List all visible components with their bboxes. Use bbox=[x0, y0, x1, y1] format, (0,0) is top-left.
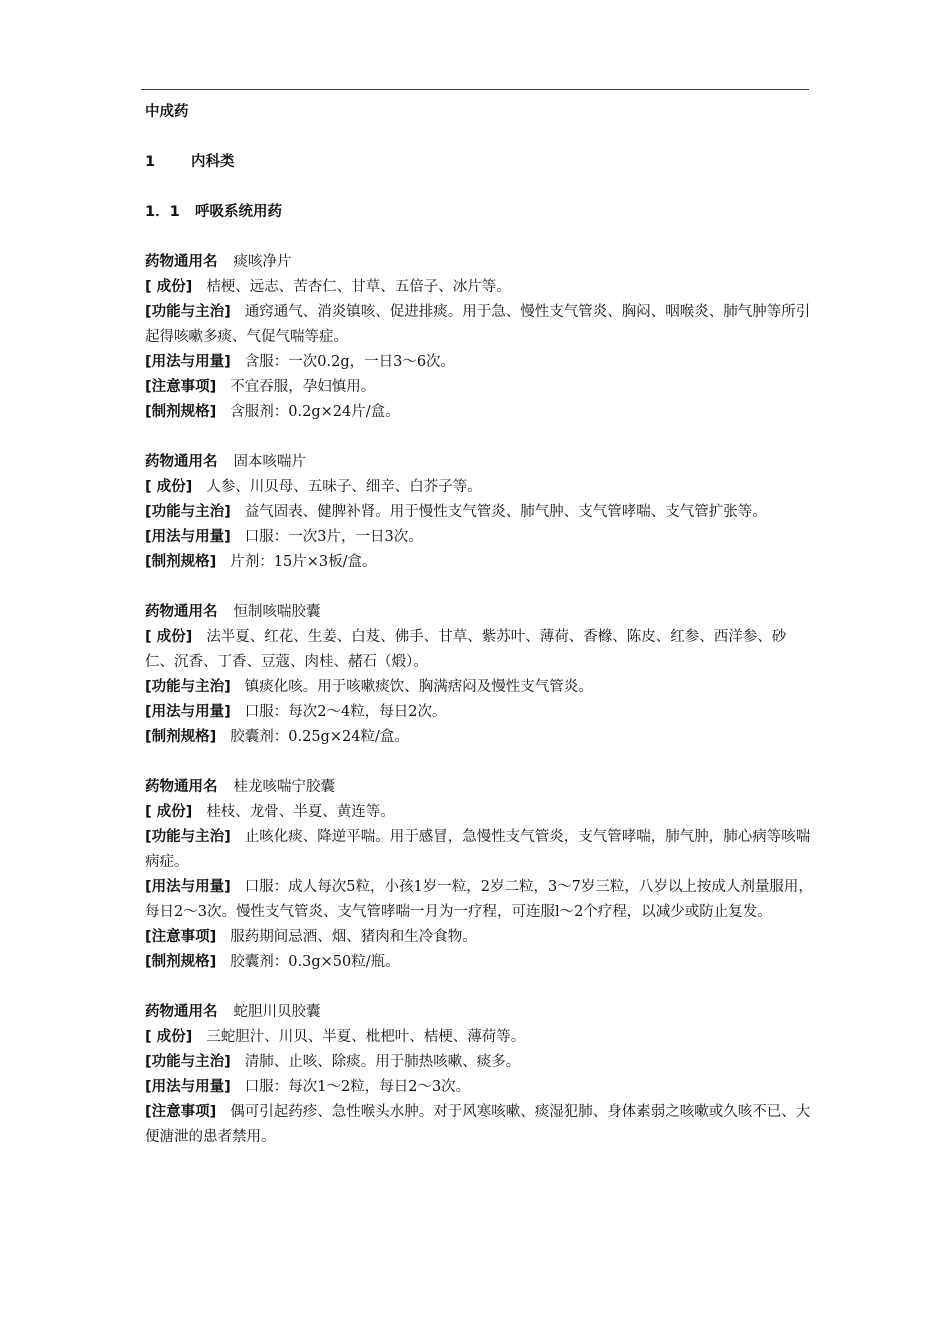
drug-name-line bbox=[145, 250, 813, 275]
document-page bbox=[145, 100, 813, 1175]
field-line bbox=[145, 475, 813, 500]
field-label: [ 成份] bbox=[145, 629, 193, 645]
field-label: [ 成份] bbox=[145, 1029, 193, 1045]
field-line bbox=[145, 550, 813, 575]
field-label: [功能与主治] bbox=[145, 679, 231, 695]
field-label: [制剂规格] bbox=[145, 404, 217, 420]
drug-entry bbox=[145, 775, 813, 975]
drug-entry bbox=[145, 1000, 813, 1150]
drug-entry bbox=[145, 450, 813, 575]
subsection-title: 呼吸系统用药 bbox=[195, 204, 282, 220]
subsection-heading bbox=[145, 200, 813, 225]
field-label: [功能与主治] bbox=[145, 304, 231, 320]
field-line bbox=[145, 500, 813, 525]
field-label: [功能与主治] bbox=[145, 1054, 231, 1070]
field-line bbox=[145, 275, 813, 300]
section-heading bbox=[145, 150, 813, 175]
field-label: [用法与用量] bbox=[145, 879, 231, 895]
field-line bbox=[145, 700, 813, 725]
field-text: 镇痰化咳。用于咳嗽痰饮、胸满痞闷及慢性支气管炎。 bbox=[244, 679, 593, 695]
field-text: 人参、川贝母、五味子、细辛、白芥子等。 bbox=[206, 479, 482, 495]
field-line bbox=[145, 300, 813, 350]
field-text: 服药期间忌酒、烟、猪肉和生冷食物。 bbox=[230, 929, 477, 945]
drug-name: 恒制咳喘胶囊 bbox=[233, 604, 321, 620]
drug-entry bbox=[145, 600, 813, 750]
field-text: 胶囊剂：0.3g×50粒/瓶。 bbox=[230, 954, 400, 970]
drug-name: 痰咳净片 bbox=[233, 254, 292, 270]
field-label: [功能与主治] bbox=[145, 829, 231, 845]
field-line bbox=[145, 675, 813, 700]
field-label: [制剂规格] bbox=[145, 554, 217, 570]
drug-name-line bbox=[145, 450, 813, 475]
field-line bbox=[145, 950, 813, 975]
drug-name: 固本咳喘片 bbox=[233, 454, 306, 470]
drug-name-label: 药物通用名 bbox=[145, 604, 218, 620]
field-text: 三蛇胆汁、川贝、半夏、枇杷叶、桔梗、薄荷等。 bbox=[206, 1029, 526, 1045]
field-line bbox=[145, 350, 813, 375]
field-text: 偶可引起药疹、急性喉头水肿。对于风寒咳嗽、痰湿犯肺、身体素弱之咳嗽或久咳不已、大便溏泄的患者禁用。 bbox=[145, 1104, 811, 1145]
header-rule bbox=[141, 89, 809, 90]
drug-name: 桂龙咳喘宁胶囊 bbox=[233, 779, 335, 795]
document-title: 中成药 bbox=[145, 104, 189, 120]
field-label: [注意事项] bbox=[145, 929, 217, 945]
field-text: 含服：一次0.2g，一日3～6次。 bbox=[244, 354, 456, 370]
field-label: [用法与用量] bbox=[145, 354, 231, 370]
field-line bbox=[145, 375, 813, 400]
drug-name: 蛇胆川贝胶囊 bbox=[233, 1004, 321, 1020]
field-label: [功能与主治] bbox=[145, 504, 231, 520]
field-text: 口服：每次2～4粒，每日2次。 bbox=[244, 704, 447, 720]
field-text: 胶囊剂：0.25g×24粒/盒。 bbox=[230, 729, 409, 745]
drug-entry bbox=[145, 250, 813, 425]
field-line bbox=[145, 800, 813, 825]
field-text: 止咳化痰、降逆平喘。用于感冒，急慢性支气管炎，支气管哮喘，肺气肿，肺心病等咳喘病症。 bbox=[145, 829, 811, 870]
field-label: [制剂规格] bbox=[145, 954, 217, 970]
field-line bbox=[145, 1075, 813, 1100]
field-line bbox=[145, 825, 813, 875]
subsection-number: 1．1 bbox=[145, 204, 180, 220]
field-line bbox=[145, 525, 813, 550]
field-label: [注意事项] bbox=[145, 379, 217, 395]
field-text: 含服剂：0.2g×24片/盒。 bbox=[230, 404, 400, 420]
field-label: [注意事项] bbox=[145, 1104, 217, 1120]
field-label: [ 成份] bbox=[145, 479, 193, 495]
field-line bbox=[145, 725, 813, 750]
field-label: [ 成份] bbox=[145, 804, 193, 820]
drug-name-label: 药物通用名 bbox=[145, 779, 218, 795]
field-text: 清肺、止咳、除痰。用于肺热咳嗽、痰多。 bbox=[244, 1054, 521, 1070]
field-line bbox=[145, 625, 813, 675]
field-text: 法半夏、红花、生姜、白芨、佛手、甘草、紫苏叶、薄荷、香橼、陈皮、红参、西洋参、砂仁、沉香、丁香、豆蔻、肉桂、赭石（煅）。 bbox=[145, 629, 787, 670]
field-label: [用法与用量] bbox=[145, 1079, 231, 1095]
field-line bbox=[145, 400, 813, 425]
field-text: 通窍通气、消炎镇咳、促进排痰。用于急、慢性支气管炎、胸闷、咽喉炎、肺气肿等所引起得咳嗽多痰、气促气喘等症。 bbox=[145, 304, 811, 345]
field-text: 桂枝、龙骨、半夏、黄连等。 bbox=[206, 804, 395, 820]
drug-name-label: 药物通用名 bbox=[145, 254, 218, 270]
section-number: 1 bbox=[145, 154, 156, 170]
field-line bbox=[145, 1050, 813, 1075]
field-text: 口服：一次3片，一日3次。 bbox=[244, 529, 423, 545]
field-label: [制剂规格] bbox=[145, 729, 217, 745]
field-line bbox=[145, 875, 813, 925]
field-text: 片剂：15片×3板/盒。 bbox=[230, 554, 377, 570]
drug-name-label: 药物通用名 bbox=[145, 1004, 218, 1020]
field-text: 口服：每次1～2粒，每日2～3次。 bbox=[244, 1079, 471, 1095]
field-label: [用法与用量] bbox=[145, 529, 231, 545]
drug-name-line bbox=[145, 600, 813, 625]
field-label: [用法与用量] bbox=[145, 704, 231, 720]
drug-name-line bbox=[145, 1000, 813, 1025]
drug-name-line bbox=[145, 775, 813, 800]
drug-entries bbox=[145, 250, 813, 1150]
field-line bbox=[145, 925, 813, 950]
field-text: 桔梗、远志、苦杏仁、甘草、五倍子、冰片等。 bbox=[206, 279, 511, 295]
drug-name-label: 药物通用名 bbox=[145, 454, 218, 470]
field-label: [ 成份] bbox=[145, 279, 193, 295]
section-title: 内科类 bbox=[191, 154, 235, 170]
field-text: 益气固表、健脾补肾。用于慢性支气管炎、肺气肿、支气管哮喘、支气管扩张等。 bbox=[244, 504, 767, 520]
field-text: 不宜吞服，孕妇慎用。 bbox=[230, 379, 376, 395]
field-text: 口服：成人每次5粒，小孩1岁一粒，2岁二粒，3～7岁三粒，八岁以上按成人剂量服用，每日2～3次。慢性支气管炎、支气管哮喘一月为一疗程，可连服l～2个疗程，以减少或防止复发。 bbox=[145, 879, 813, 920]
field-line bbox=[145, 1100, 813, 1150]
field-line bbox=[145, 1025, 813, 1050]
